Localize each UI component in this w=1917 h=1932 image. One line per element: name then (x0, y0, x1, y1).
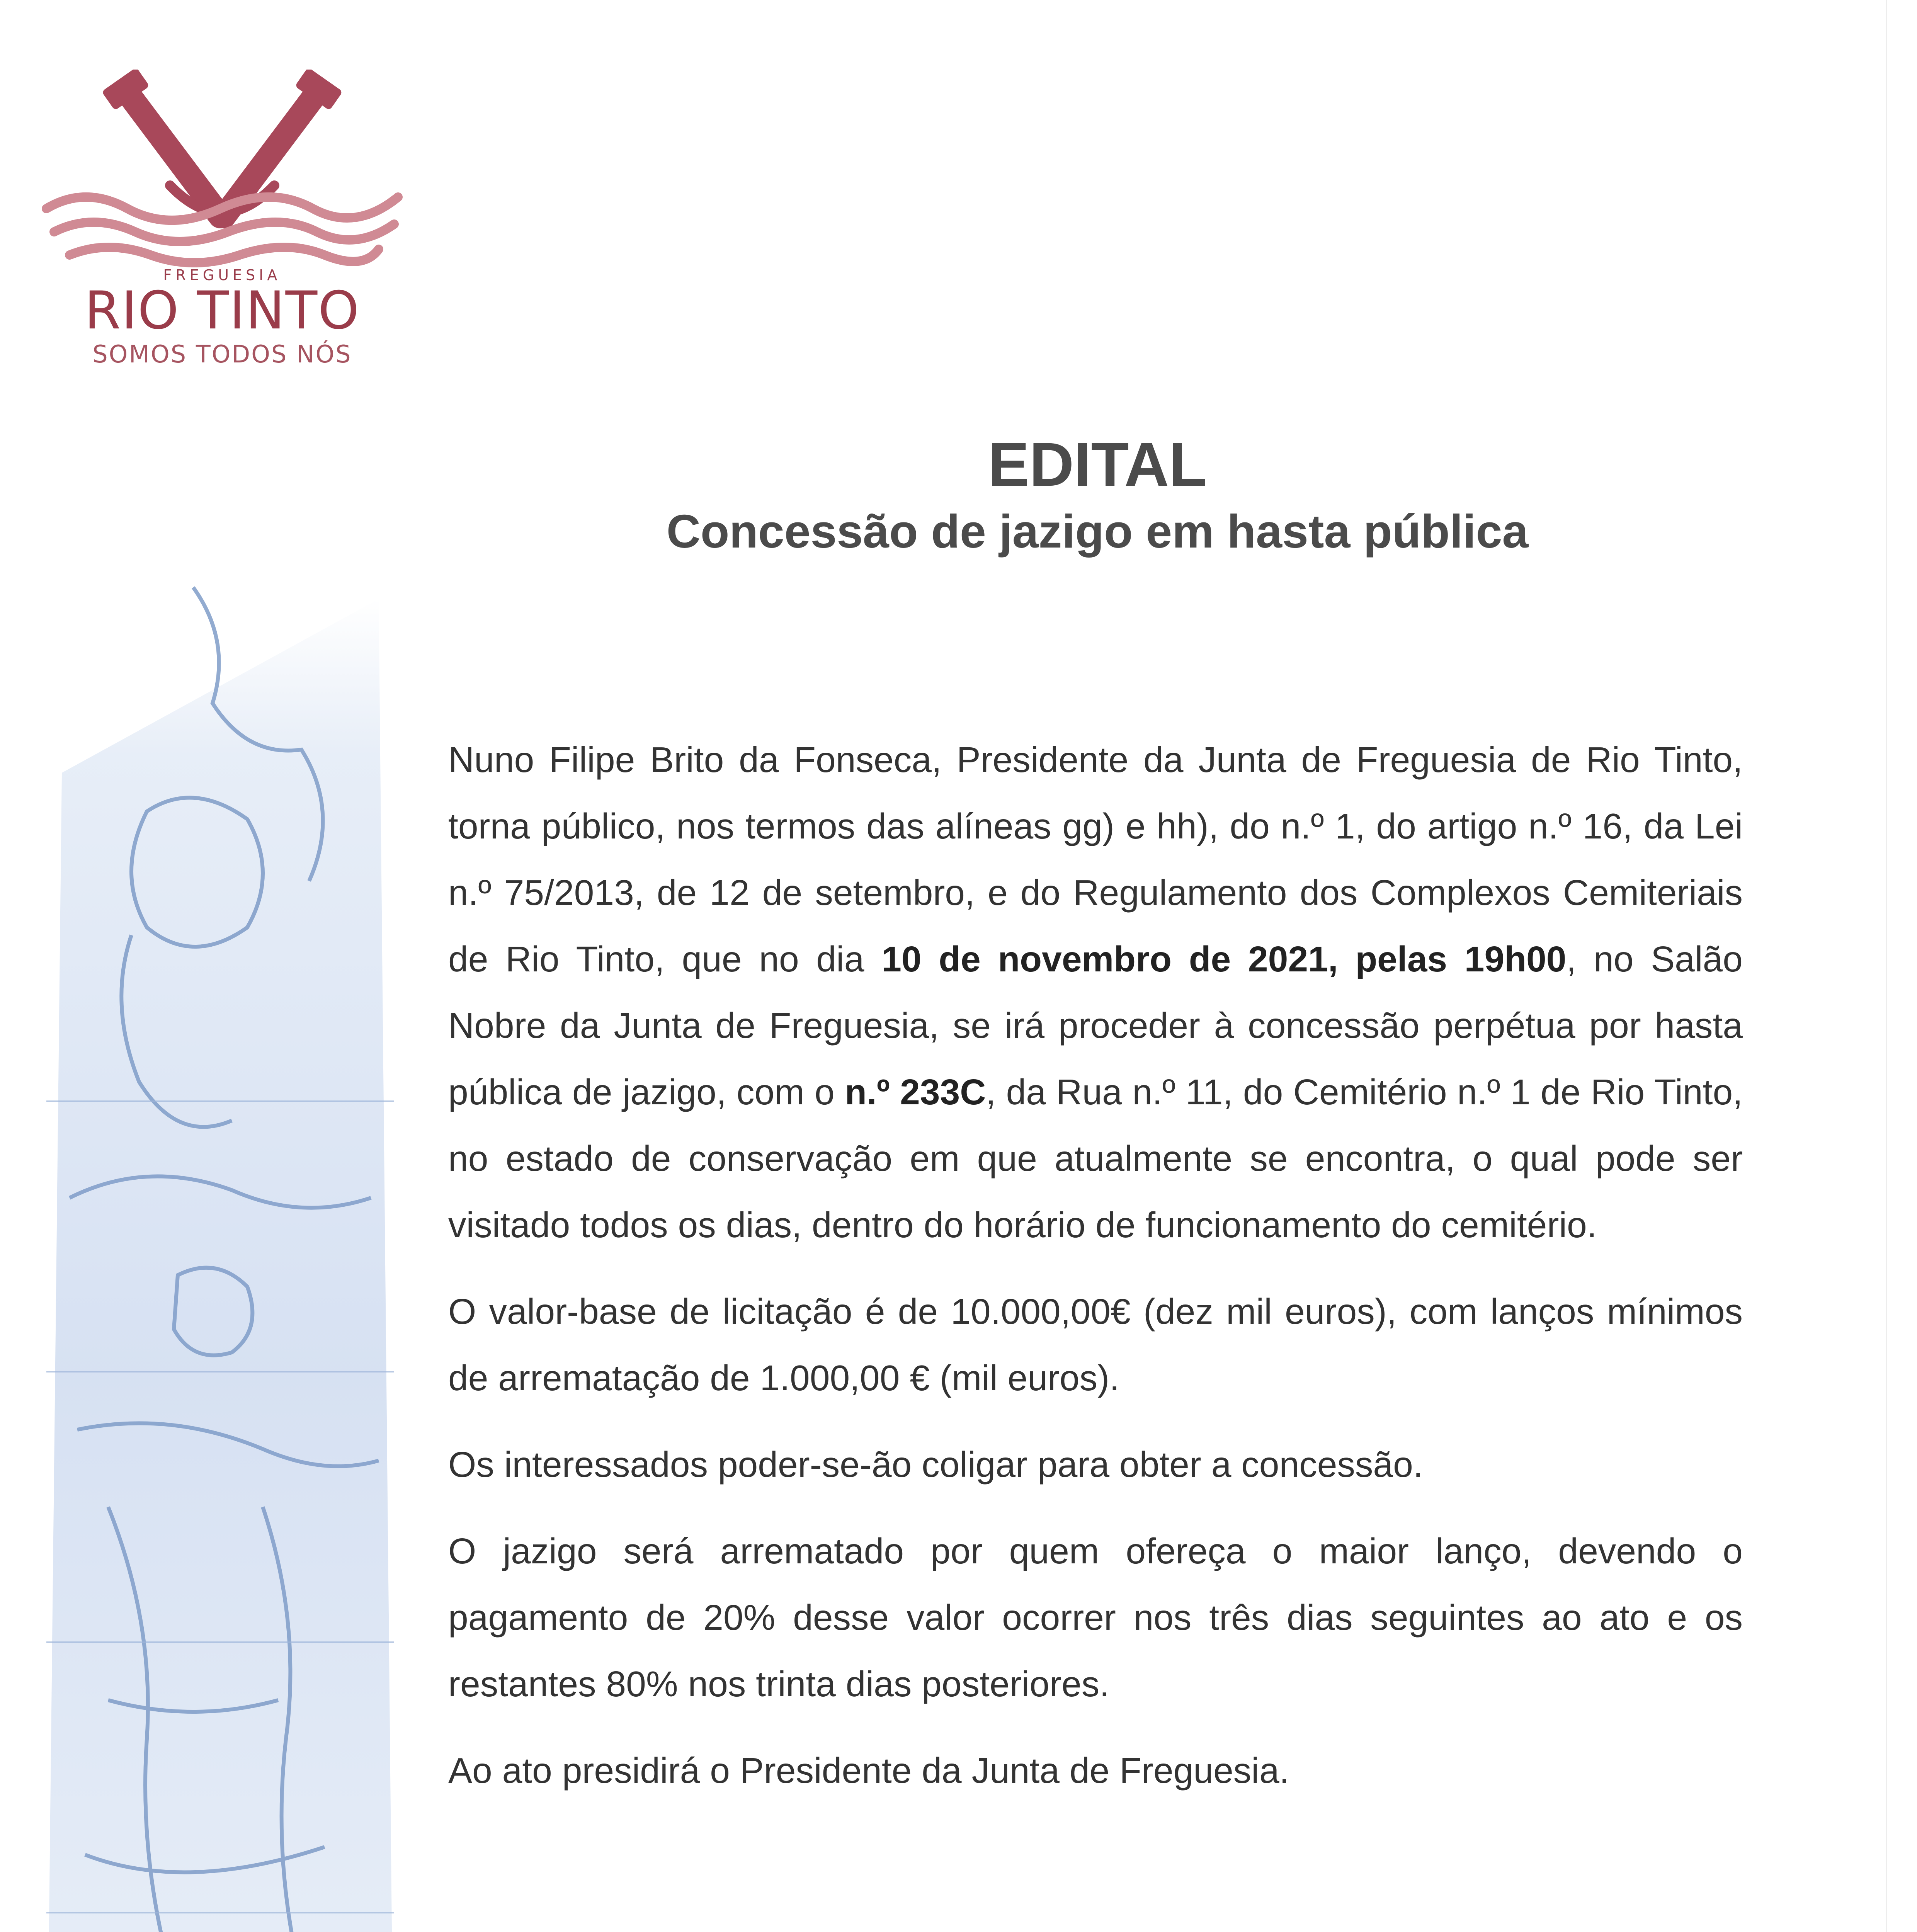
crossed-swords-icon (39, 70, 406, 286)
logo-tagline: SOMOS TODOS NÓS (92, 340, 352, 368)
paragraph-payment: O jazigo será arrematado por quem ofereça o maior lanço, devendo o pagamento de 20% desse valor ocorrer nos três dias seguintes ao ato e os restantes 80% nos trinta dias posteriores. (448, 1531, 1743, 1704)
document-subtitle: Concessão de jazigo em hasta pública (666, 505, 1529, 558)
azulejo-illustration (31, 541, 402, 1932)
auction-date: 10 de novembro de 2021, pelas 19h00 (881, 939, 1567, 979)
document-title: EDITAL (988, 430, 1207, 499)
paragraph-base-value: O valor-base de licitação é de 10.000,00€ (dez mil euros), com lanços mínimos de arrematação de 1.000,00 € (mil euros). (448, 1291, 1743, 1398)
document-body (448, 726, 1743, 1824)
scan-edge (1886, 0, 1887, 1932)
logo-name: RIO TINTO (84, 280, 360, 341)
logo-small-label: FREGUESIA (163, 267, 281, 284)
paragraph-presidency: Ao ato presidirá o Presidente da Junta de Freguesia. (448, 1750, 1289, 1791)
paragraph-coalition: Os interessados poder-se-ão coligar para obter a concessão. (448, 1444, 1423, 1485)
paragraph-announcement: Nuno Filipe Brito da Fonseca, Presidente da Junta de Freguesia de Rio Tinto, torna público, nos termos das alíneas gg) e hh), do n.º 1, do artigo n.º 16, da Lei n.º 75/2013, de 12 de setembro, e do Regulamento dos Complexos Cemiteriais de Rio Tinto, que no dia 10 de novembro de 2021, pelas 19h00, no Salão Nobre da Junta de Freguesia, se irá proceder à concessão perpétua por hasta pública de jazigo, com o n.º 233C, da Rua n.º 11, do Cemitério n.º 1 de Rio Tinto, no estado de conservação em que atualmente se encontra, o qual pode ser visitado todos os dias, dentro do horário de funcionamento do cemitério. (448, 740, 1743, 1245)
freguesia-logo (39, 70, 406, 371)
tomb-number: n.º 233C (845, 1072, 986, 1112)
